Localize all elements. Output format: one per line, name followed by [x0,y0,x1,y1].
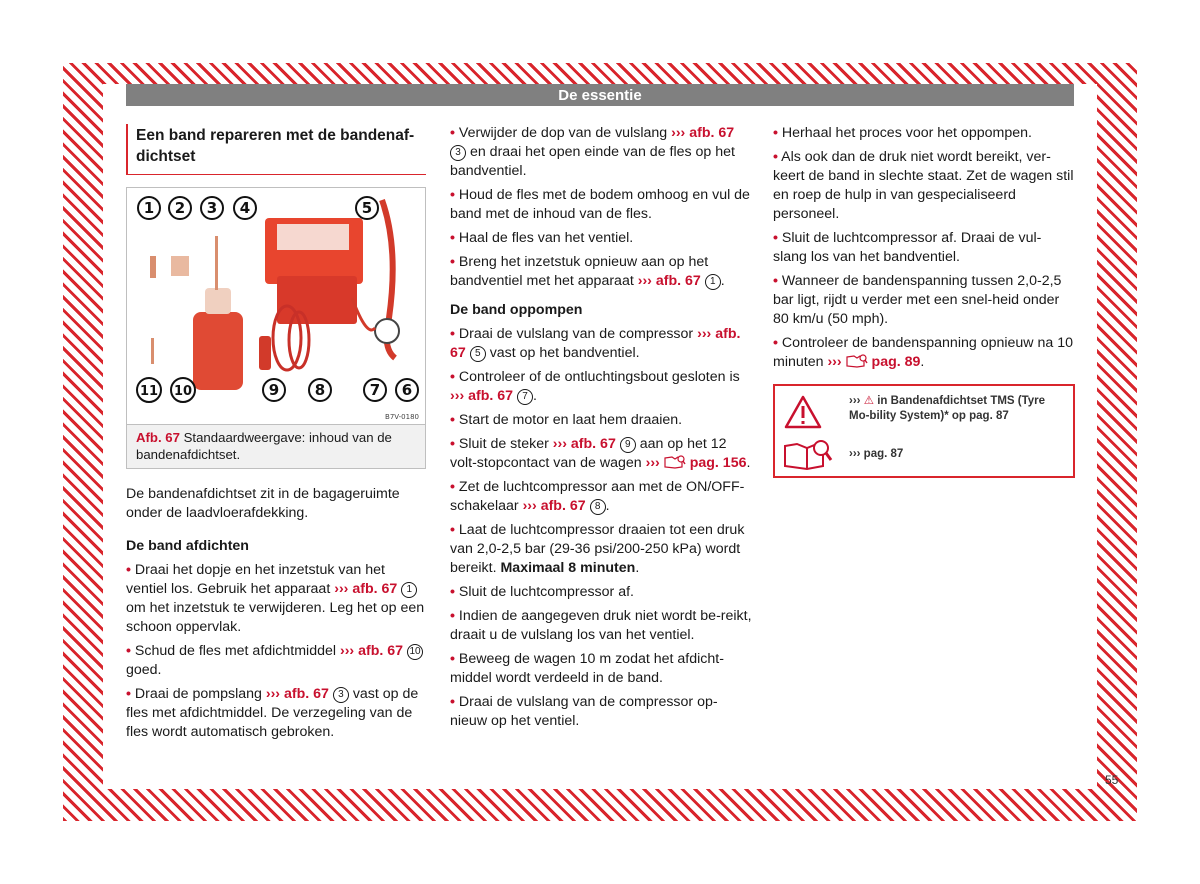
page-link[interactable]: ››› pag. 89 [827,354,921,370]
callout-8 [309,379,331,401]
column-middle [450,124,752,736]
valve-tool-icon [150,256,156,278]
svg-text:1: 1 [143,199,155,217]
list-item: • Controleer de bandenspanning opnieuw na 10 minuten ››› pag. 89. [773,335,1073,370]
list-item: • Schud de fles met afdichtmiddel ››› afb. 67 10 goed. [126,642,426,680]
callout-ref: 8 [590,499,606,515]
callout-5 [356,197,378,219]
warning-reference[interactable]: ››› ⚠ in Bandenafdichtset TMS (Tyre Mo-bility System)* op pag. 87 [849,395,1046,422]
figure-link[interactable]: ››› afb. 67 [265,686,329,702]
list-item: • Als ook dan de druk niet wordt bereikt, ver-keert de band in slechte staat. Zet de wagen stil en roep de hulp in van gespecialiseerd personeel. [773,149,1074,222]
list-item: • Start de motor en laat hem draaien. [450,412,683,428]
callout-ref: 1 [401,582,417,598]
list-item: • Draai de vulslang van de compressor op-nieuw op het ventiel. [450,694,718,729]
list-item: • Controleer of de ontluchtingsbout gesloten is ››› afb. 67 7 . [450,369,740,404]
page-reference[interactable]: ››› pag. 87 [849,448,904,460]
callout-3 [201,197,223,219]
callout-4 [234,197,256,219]
book-search-icon [664,455,686,469]
list-item: • Draai de pompslang ››› afb. 67 3 vast op de fles met afdichtmiddel. De verzegeling van de fles wordt automatisch gebroken. [126,686,419,740]
book-search-icon [783,438,833,472]
column-right [773,124,1075,478]
book-search-icon [846,354,868,368]
svg-text:9: 9 [268,381,280,399]
callout-ref: 3 [450,145,466,161]
list-item: • Sluit de luchtcompressor af. [450,584,634,600]
figure-caption [127,425,425,468]
list-item: • Wanneer de bandenspanning tussen 2,0-2,5 bar ligt, rijdt u verder met een snel-heid onder 80 km/u (50 mph). [773,273,1062,327]
figure-link[interactable]: ››› afb. 67 [450,326,741,361]
tyre-sealant-kit-illustration [127,188,425,425]
power-plug-icon [259,336,271,370]
section-title: Een band repareren met de bandenaf-dichtset [126,124,426,175]
callout-10 [171,378,195,402]
list-item: • Draai de vulslang van de compressor ››› afb. 67 5 vast op het bandventiel. [450,326,741,361]
speed-sticker-icon [171,256,189,276]
svg-text:5: 5 [361,199,373,217]
list-item: • Haal de fles van het ventiel. [450,230,634,246]
subheading-inflate: De band oppompen [450,302,583,318]
callout-7 [364,379,386,401]
figure-link[interactable]: ››› afb. 67 [671,125,735,141]
callout-2 [169,197,191,219]
svg-text:10: 10 [173,384,193,399]
figure-link[interactable]: ››› afb. 67 [339,643,404,659]
svg-text:2: 2 [174,199,186,217]
callout-9 [263,379,285,401]
list-item: • Breng het inzetstuk opnieuw aan op het bandventiel met het apparaat ››› afb. 67 1 . [450,254,725,289]
list-item: • Indien de aangegeven druk niet wordt be-reikt, draait u de vulslang los van het ventiel. [450,608,752,643]
subheading-seal: De band afdichten [126,538,249,554]
figure-link[interactable]: ››› afb. 67 [334,581,398,597]
callout-1 [138,197,160,219]
callout-6 [396,379,418,401]
callout-ref: 7 [517,389,533,405]
list-item: • Sluit de steker ››› afb. 67 9 aan op het 12 volt-stopcontact van de wagen ››› pag. 156. [450,436,751,471]
intro-paragraph: De bandenafdichtset zit in de bagageruimte onder de laadvloerafdekking. [126,486,400,521]
list-item: • Sluit de luchtcompressor af. Draai de vul-slang los van het bandventiel. [773,230,1042,265]
figure-67 [126,187,426,469]
svg-text:11: 11 [139,384,159,399]
figure-link[interactable]: ››› afb. 67 [450,388,514,404]
svg-text:7: 7 [369,381,381,399]
callout-ref: 1 [705,274,721,290]
callout-11 [137,378,161,402]
list-item: • Houd de fles met de bodem omhoog en vul de band met de inhoud van de fles. [450,187,750,222]
figure-link[interactable]: ››› afb. 67 [522,498,586,514]
list-item: • Draai het dopje en het inzetstuk van het ventiel los. Gebruik het apparaat ››› afb. 67 1 om het inzetstuk te verwijderen. Leg het op een schoon oppervlak. [126,562,425,635]
svg-text:8: 8 [314,381,326,399]
list-item: • Laat de luchtcompressor draaien tot een druk van 2,0-2,5 bar (29-36 psi/200-250 kPa) wordt bereikt. Maximaal 8 minuten. [450,522,745,576]
figure-link[interactable]: ››› afb. 67 [637,273,701,289]
list-item: • Beweeg de wagen 10 m zodat het afdicht-middel wordt verdeeld in de band. [450,651,724,686]
list-item: • Herhaal het proces voor het oppompen. [773,125,1032,141]
pressure-gauge-icon [375,319,399,343]
sealant-bottle-icon [193,312,243,390]
warning-box [773,384,1075,478]
figure-ref[interactable]: Afb. 67 [136,430,180,445]
figure-code: B7V-0180 [385,413,419,421]
callout-ref: 3 [333,687,349,703]
list-item: • Verwijder de dop van de vulslang ››› afb. 67 3 en draai het open einde van de fles op het bandventiel. [450,125,735,179]
valve-insert-icon [151,338,154,364]
svg-text:3: 3 [206,199,218,217]
callout-ref: 5 [470,346,486,362]
page-number: 55 [1105,773,1119,787]
callout-ref: 9 [620,437,636,453]
page-link[interactable]: ››› pag. 156 [645,455,747,471]
section-header: De essentie [126,84,1074,106]
callout-ref: 10 [407,644,423,660]
svg-text:6: 6 [401,381,413,399]
svg-text:4: 4 [239,199,251,217]
column-left [126,124,426,747]
warning-triangle-icon [783,394,823,430]
figure-link[interactable]: ››› afb. 67 [552,436,616,452]
caption-text: Standaardweergave: inhoud van de bandenafdichtset. [136,430,392,462]
list-item: • Zet de luchtcompressor aan met de ON/OFF-schakelaar ››› afb. 67 8 . [450,479,745,514]
